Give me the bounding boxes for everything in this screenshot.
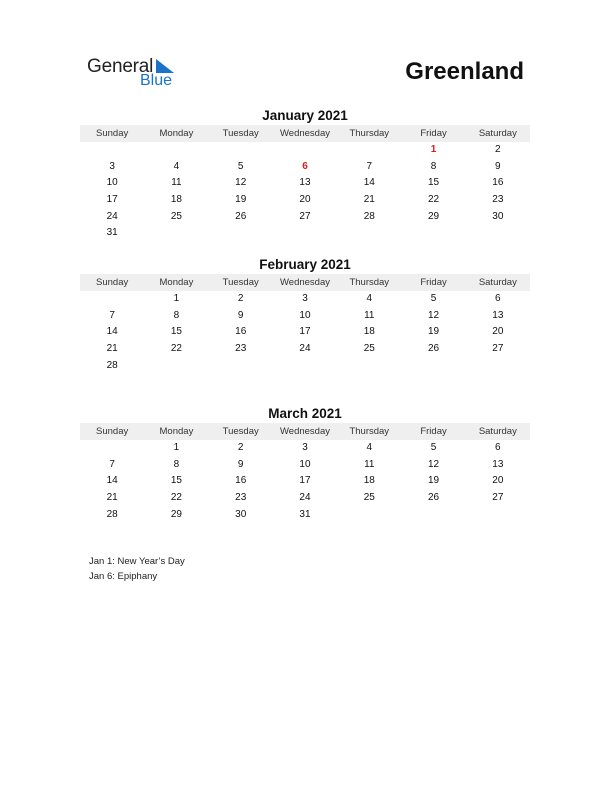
empty-day-cell [401,225,465,242]
day-cell: 7 [109,309,115,321]
month-title: March 2021 [268,406,342,421]
day-cell: 20 [492,475,504,487]
weekday-header: Tuesday [222,426,259,437]
weekday-header-row [80,125,530,142]
day-cell: 8 [430,160,437,172]
week-row [80,192,530,209]
day-cell: 1 [173,442,180,453]
weekday-header: Wednesday [279,426,330,437]
day-cell: 3 [302,442,308,453]
day-cell: 31 [299,508,311,520]
weekday-header: Saturday [478,426,517,437]
day-cell: 10 [106,177,118,189]
day-cell: 5 [430,293,437,304]
day-cell: 25 [170,210,182,222]
day-cell: 24 [299,492,311,504]
week-row [80,308,530,325]
day-cell: 9 [237,309,244,321]
day-cell: 4 [173,160,180,172]
empty-day-cell [80,440,144,457]
weekday-header: Wednesday [279,128,330,139]
day-cell: 23 [235,343,247,355]
day-cell: 5 [237,160,244,172]
day-cell: 10 [299,309,311,321]
day-cell: 8 [173,458,180,470]
day-cell: 29 [170,508,182,520]
day-cell: 2 [237,293,244,304]
empty-day-cell [80,142,144,159]
holiday-day-cell: 6 [302,160,308,172]
week-row [80,341,530,358]
day-cell: 15 [170,326,182,338]
week-row [80,209,530,226]
day-cell: 3 [109,160,115,172]
day-cell: 5 [430,442,437,453]
day-cell: 12 [427,458,440,470]
day-cell: 20 [492,326,504,338]
logo-blue-text: Blue [140,72,173,89]
week-row [80,490,530,507]
empty-day-cell [337,507,401,524]
holiday-notes [89,555,185,584]
empty-day-cell [209,358,273,375]
empty-day-cell [466,358,530,375]
day-cell: 23 [492,194,504,206]
day-cell: 10 [299,458,311,470]
empty-day-cell [144,225,208,242]
day-cell: 8 [173,309,180,321]
day-cell: 2 [237,442,244,453]
day-cell: 18 [170,194,182,206]
weekday-header: Thursday [349,128,390,139]
holiday-note: Jan 1: New Year’s Day [89,556,185,567]
day-cell: 22 [427,194,440,206]
week-row [80,225,530,242]
day-cell: 15 [427,177,440,189]
day-cell: 26 [427,492,440,504]
holiday-day-cell: 1 [430,144,437,155]
week-row [80,175,530,192]
empty-day-cell [466,507,530,524]
day-cell: 6 [495,442,501,453]
day-cell: 13 [492,309,504,321]
country-title: Greenland [405,58,524,85]
weekday-header-row [80,423,530,440]
day-cell: 22 [170,492,182,504]
empty-day-cell [144,358,208,375]
day-cell: 26 [427,343,440,355]
week-row [80,159,530,176]
day-cell: 12 [427,309,440,321]
day-cell: 6 [495,293,501,304]
weekday-header: Tuesday [222,277,259,288]
month-march [80,405,530,523]
weekday-header: Sunday [96,277,129,288]
weekday-header: Friday [420,128,447,139]
day-cell: 19 [427,326,440,338]
day-cell: 2 [495,144,501,155]
day-cell: 27 [492,343,504,355]
weekday-header-row [80,274,530,291]
weekday-header: Monday [159,426,194,437]
day-cell: 19 [427,475,440,487]
weekday-header: Monday [159,128,194,139]
day-cell: 21 [106,343,118,355]
day-cell: 7 [366,160,373,172]
month-title: February 2021 [259,257,351,272]
day-cell: 21 [106,492,118,504]
month-february [80,256,530,374]
day-cell: 11 [364,309,375,321]
weekday-header: Friday [420,426,447,437]
day-cell: 17 [299,475,311,487]
day-cell: 4 [366,293,373,304]
day-cell: 17 [106,194,118,206]
day-cell: 4 [366,442,373,453]
empty-day-cell [273,225,337,242]
day-cell: 22 [170,343,182,355]
week-row [80,440,530,457]
empty-day-cell [273,358,337,375]
day-cell: 26 [235,210,247,222]
day-cell: 12 [235,177,247,189]
day-cell: 9 [495,160,501,172]
day-cell: 25 [363,492,375,504]
day-cell: 1 [173,293,180,304]
empty-day-cell [209,142,273,159]
empty-day-cell [337,142,401,159]
empty-day-cell [466,225,530,242]
day-cell: 30 [235,508,247,520]
weekday-header: Tuesday [222,128,259,139]
day-cell: 13 [299,177,311,189]
weekday-header: Saturday [478,128,517,139]
day-cell: 24 [106,210,118,222]
day-cell: 16 [235,475,247,487]
week-row [80,457,530,474]
day-cell: 13 [492,458,504,470]
week-row [80,507,530,524]
logo-general-text: General [87,56,154,77]
empty-day-cell [337,225,401,242]
week-row [80,291,530,308]
day-cell: 28 [106,508,118,520]
day-cell: 20 [299,194,311,206]
day-cell: 11 [171,177,182,189]
empty-day-cell [337,358,401,375]
week-row [80,324,530,341]
weekday-header: Wednesday [279,277,330,288]
empty-day-cell [209,225,273,242]
day-cell: 18 [363,326,375,338]
day-cell: 18 [363,475,375,487]
week-row [80,473,530,490]
day-cell: 16 [492,177,504,189]
empty-day-cell [80,291,144,308]
day-cell: 31 [106,227,118,239]
day-cell: 28 [363,210,375,222]
empty-day-cell [401,358,465,375]
day-cell: 17 [299,326,311,338]
weekday-header: Monday [159,277,194,288]
weekday-header: Sunday [96,128,129,139]
week-row [80,358,530,375]
day-cell: 28 [106,359,118,371]
month-title: January 2021 [262,108,348,123]
month-january [80,107,530,242]
day-cell: 9 [237,458,244,470]
weekday-header: Saturday [478,277,517,288]
generalblue-logo [87,54,187,94]
day-cell: 7 [109,458,115,470]
weekday-header: Sunday [96,426,129,437]
day-cell: 29 [427,210,440,222]
day-cell: 30 [492,210,504,222]
day-cell: 15 [170,475,182,487]
day-cell: 14 [106,475,118,487]
week-row [80,142,530,159]
day-cell: 16 [235,326,247,338]
holiday-note: Jan 6: Epiphany [89,570,158,582]
day-cell: 24 [299,343,311,355]
day-cell: 19 [235,194,247,206]
weekday-header: Thursday [349,277,390,288]
day-cell: 25 [363,343,375,355]
day-cell: 21 [363,194,375,206]
day-cell: 3 [302,293,308,304]
day-cell: 14 [106,326,118,338]
day-cell: 23 [235,492,247,504]
day-cell: 27 [299,210,311,222]
day-cell: 14 [363,177,375,189]
weekday-header: Thursday [349,426,390,437]
weekday-header: Friday [420,277,447,288]
empty-day-cell [144,142,208,159]
day-cell: 11 [364,458,375,470]
empty-day-cell [401,507,465,524]
empty-day-cell [273,142,337,159]
day-cell: 27 [492,492,504,504]
